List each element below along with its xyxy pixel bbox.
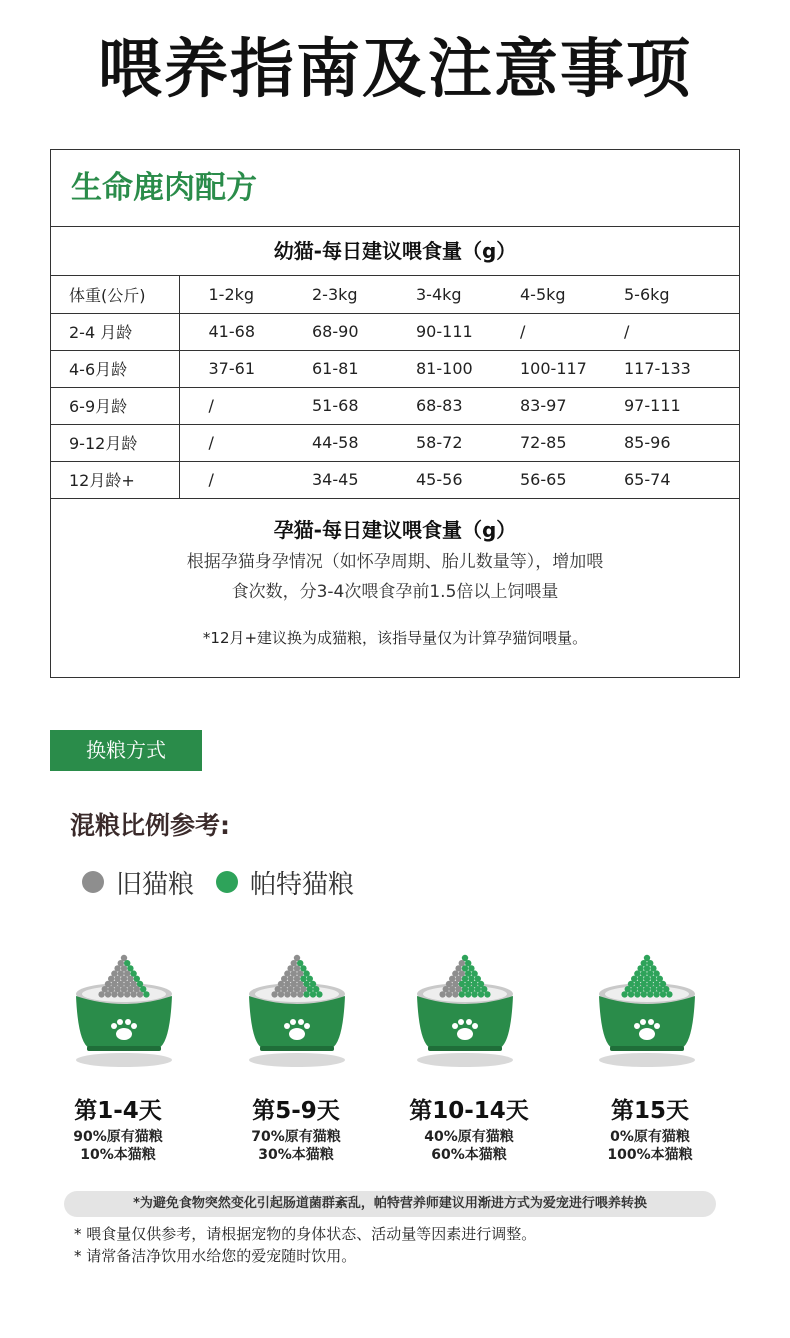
kibble	[130, 991, 136, 997]
food-bowl-icon	[242, 950, 352, 1070]
kibble	[291, 991, 297, 997]
pregnant-description-line-1: 根据孕猫身孕情况（如怀孕周期、胎儿数量等），增加喂	[186, 551, 604, 572]
bowl-illustrations	[0, 950, 790, 1070]
kibble	[478, 991, 484, 997]
table-cell: 51-68	[283, 387, 387, 424]
kibble	[634, 991, 640, 997]
page-title: 喂养指南及注意事项	[98, 33, 692, 107]
table-cell: /	[179, 424, 283, 461]
kibble	[297, 991, 303, 997]
table-row	[51, 313, 739, 350]
header-cell: 1-2kg	[179, 276, 283, 313]
table-cell: 56-65	[491, 461, 595, 498]
table-cell: /	[179, 461, 283, 498]
bowl-shadow	[417, 1053, 513, 1067]
legend-new-food: 帕特猫粮	[250, 869, 355, 900]
table-cell: 37-61	[179, 350, 283, 387]
stage-new-ratio: 30%本猫粮	[258, 1147, 334, 1163]
stage-day: 第15天	[610, 1098, 689, 1124]
age-label: 4-6月龄	[51, 350, 179, 387]
age-label: 9-12月龄	[51, 424, 179, 461]
header-cell: 3-4kg	[387, 276, 491, 313]
table-cell: 58-72	[387, 424, 491, 461]
kibble	[628, 991, 634, 997]
table-cell: 45-56	[387, 461, 491, 498]
kibble	[647, 991, 653, 997]
kitten-table-title: 幼猫-每日建议喂食量（g）	[51, 227, 739, 276]
age-label: 6-9月龄	[51, 387, 179, 424]
stage-new-ratio: 10%本猫粮	[80, 1147, 156, 1163]
stage-3	[389, 1094, 549, 1164]
kibble	[124, 991, 130, 997]
footnote-2: * 请常备洁净饮用水给您的爱宠随时饮用。	[74, 1247, 357, 1265]
age-label: 2-4 月龄	[51, 313, 179, 350]
kibble	[471, 991, 477, 997]
kibble	[459, 991, 465, 997]
stage-old-ratio: 70%原有猫粮	[251, 1129, 341, 1145]
footnote-1: * 喂食量仅供参考，请根据宠物的身体状态、活动量等因素进行调整。	[74, 1225, 537, 1243]
kibble	[621, 991, 627, 997]
mix-ratio-title: 混粮比例参考:	[70, 811, 230, 840]
table-cell: 97-111	[595, 387, 739, 424]
bowl-shadow	[599, 1053, 695, 1067]
table-cell: 100-117	[491, 350, 595, 387]
legend	[82, 864, 354, 900]
product-name: 生命鹿肉配方	[51, 150, 739, 227]
transition-tip: *为避免食物突然变化引起肠道菌群紊乱，帕特营养师建议用渐进方式为爱宠进行喂养转换	[64, 1191, 716, 1217]
table-cell: 117-133	[595, 350, 739, 387]
kibble	[271, 991, 277, 997]
pregnant-description-line-2: 食次数，分3-4次喂食孕前1.5倍以上饲喂量	[231, 581, 559, 602]
old-food-dot-icon	[82, 871, 104, 893]
table-cell: 83-97	[491, 387, 595, 424]
kibble	[484, 991, 490, 997]
feeding-guide-table	[50, 149, 740, 678]
stage-new-ratio: 60%本猫粮	[431, 1147, 507, 1163]
table-row	[51, 461, 739, 498]
table-cell: 34-45	[283, 461, 387, 498]
stage-4	[570, 1094, 730, 1164]
bowl-shadow	[76, 1053, 172, 1067]
kibble	[278, 991, 284, 997]
pregnant-note: *12月+建议换为成猫粮，该指导量仅为计算孕猫饲喂量。	[202, 628, 588, 647]
table-cell: 44-58	[283, 424, 387, 461]
bowl-base	[260, 1046, 334, 1051]
table-row	[51, 350, 739, 387]
bowl-shadow	[249, 1053, 345, 1067]
table-header-row	[51, 276, 739, 313]
stage-old-ratio: 90%原有猫粮	[73, 1129, 163, 1145]
table-cell: 65-74	[595, 461, 739, 498]
stage-old-ratio: 0%原有猫粮	[610, 1129, 690, 1145]
table-cell: 61-81	[283, 350, 387, 387]
header-cell: 5-6kg	[595, 276, 739, 313]
food-bowl-icon	[69, 950, 179, 1070]
kibble	[118, 991, 124, 997]
bowl-base	[610, 1046, 684, 1051]
kibble	[105, 991, 111, 997]
new-food-dot-icon	[216, 871, 238, 893]
switch-food-tag: 换粮方式	[50, 730, 202, 771]
kibble	[653, 991, 659, 997]
kibble	[666, 991, 672, 997]
table-cell: 85-96	[595, 424, 739, 461]
kibble	[452, 991, 458, 997]
table-row	[51, 424, 739, 461]
bowl-base	[87, 1046, 161, 1051]
bowl-base	[428, 1046, 502, 1051]
kibble	[310, 991, 316, 997]
table-cell: 41-68	[179, 313, 283, 350]
table-cell: 81-100	[387, 350, 491, 387]
table-row	[51, 387, 739, 424]
food-bowl-icon	[410, 950, 520, 1070]
kibble	[284, 991, 290, 997]
table-cell: /	[595, 313, 739, 350]
table-cell: 90-111	[387, 313, 491, 350]
kitten-feeding-table	[51, 276, 739, 499]
weight-header: 体重(公斤)	[51, 276, 179, 313]
header-cell: 2-3kg	[283, 276, 387, 313]
kibble	[98, 991, 104, 997]
stage-day: 第1-4天	[74, 1098, 162, 1124]
kibble	[465, 991, 471, 997]
stage-2	[216, 1094, 376, 1164]
kibble	[303, 991, 309, 997]
kibble	[439, 991, 445, 997]
kibble	[137, 991, 143, 997]
table-cell: /	[491, 313, 595, 350]
kibble	[446, 991, 452, 997]
age-label: 12月龄+	[51, 461, 179, 498]
kibble	[111, 991, 117, 997]
stage-old-ratio: 40%原有猫粮	[424, 1129, 514, 1145]
table-cell: /	[179, 387, 283, 424]
pregnant-title: 孕猫-每日建议喂食量（g）	[273, 517, 517, 542]
kibble	[641, 991, 647, 997]
table-cell: 72-85	[491, 424, 595, 461]
kibble	[143, 991, 149, 997]
table-cell: 68-83	[387, 387, 491, 424]
legend-old-food: 旧猫粮	[116, 869, 195, 900]
header-cell: 4-5kg	[491, 276, 595, 313]
stage-1	[38, 1094, 198, 1164]
food-bowl-icon	[592, 950, 702, 1070]
stage-new-ratio: 100%本猫粮	[607, 1147, 693, 1163]
kibble	[316, 991, 322, 997]
pregnant-section	[51, 499, 739, 648]
stage-day: 第10-14天	[409, 1098, 529, 1124]
stage-day: 第5-9天	[252, 1098, 340, 1124]
kibble	[660, 991, 666, 997]
table-cell: 68-90	[283, 313, 387, 350]
